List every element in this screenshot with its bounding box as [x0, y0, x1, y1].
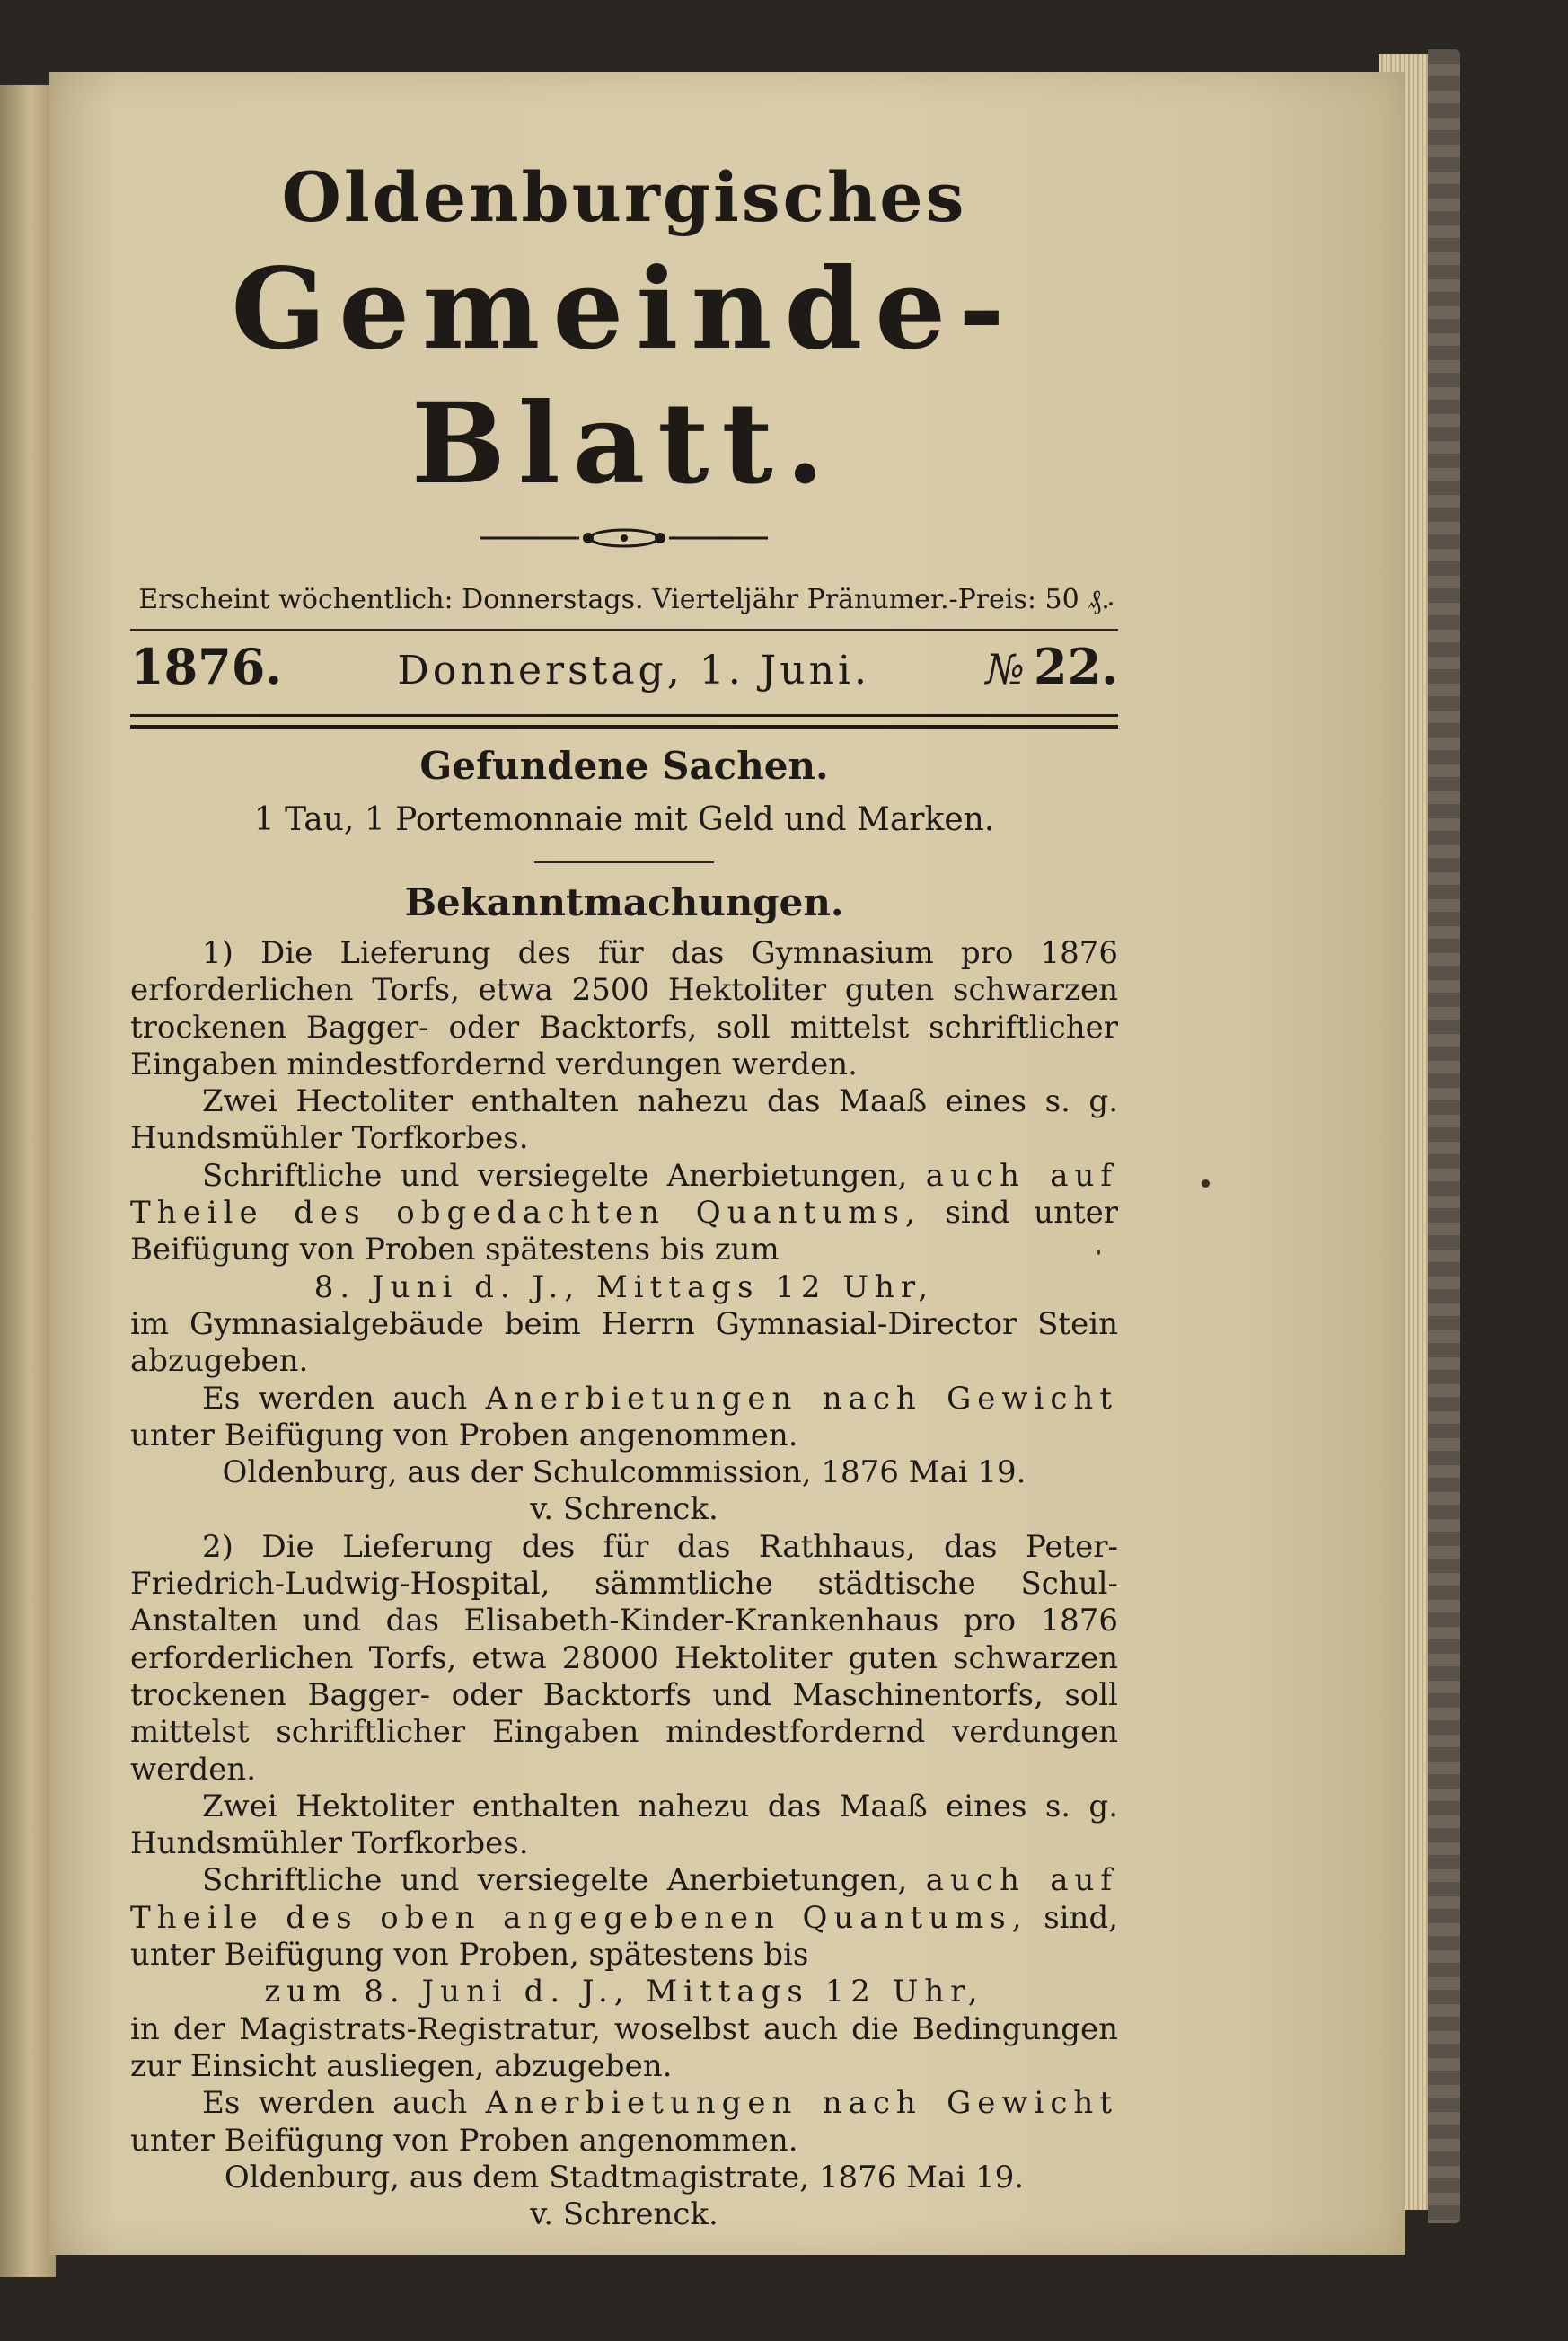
announcements-heading: Bekanntmachungen.	[404, 880, 844, 924]
announcement-2-place-date: Oldenburg, aus dem Stadtmagistrate, 1876 Mai 19.	[224, 2159, 1025, 2195]
book-cover-edge	[1428, 49, 1460, 2223]
announcements-section	[130, 870, 1118, 2233]
announcement-2-paragraph-4: in der Magistrats-Registratur, woselbst auch die Bedingungen zur Einsicht ausliegen, abzugeben.	[130, 2010, 1118, 2084]
announcement-1-paragraph-5-b: Anerbietungen nach Gewicht	[485, 1380, 1118, 1417]
announcement-1-deadline: 8. Juni d. J., Mittags 12 Uhr,	[313, 1268, 935, 1305]
page-content	[130, 153, 1118, 2233]
announcement-1	[130, 935, 1118, 1529]
announcement-2-paragraph-3	[130, 1862, 1118, 1974]
announcement-2-signature: v. Schrenck.	[530, 2196, 718, 2233]
announcement-1-signature: v. Schrenck.	[530, 1491, 718, 1528]
announcement-1-place-date: Oldenburg, aus der Schulcommission, 1876 Mai 19.	[222, 1454, 1026, 1491]
announcement-1-paragraph-3-c: sind unter Beifügung von Proben spätestens bis zum	[130, 1195, 1118, 1268]
announcement-1-paragraph-4: im Gymnasialgebäude beim Herrn Gymnasial-Director Stein abzugeben.	[130, 1305, 1118, 1380]
announcement-2-paragraph-3-b: auch auf Theile des oben angegebenen Quantums,	[130, 1862, 1118, 1936]
issue-year: 1876.	[130, 638, 283, 695]
masthead-title-main: Gemeinde-Blatt.	[231, 244, 1017, 509]
found-items-text: 1 Tau, 1 Portemonnaie mit Geld und Marken.	[253, 801, 995, 838]
announcement-1-paragraph-5-c: unter Beifügung von Proben angenommen.	[130, 1417, 798, 1453]
issue-date: Donnerstag, 1. Juni.	[397, 648, 871, 693]
issue-number-prefix: №	[985, 645, 1026, 693]
announcement-1-paragraph-3-b: auch auf Theile des obgedachten Quantums,	[130, 1157, 1118, 1232]
announcement-2-paragraph-5	[130, 2085, 1118, 2160]
issue-number: 22.	[1034, 638, 1118, 695]
announcement-2-paragraph-1: 2) Die Lieferung des für das Rathhaus, das Peter-Friedrich-Ludwig-Hospital, sämmtliche städtische Schul-Anstalten und das Elisabeth-Kinder-Krankenhaus pro 1876 erforderlichen Torfs, etwa 28000 Hektoliter guten schwarzen trockenen Bagger- oder Backtorfs und Maschinentorfs, soll mittelst schriftlicher Eingaben mindestfordernd verdungen werden.	[130, 1528, 1118, 1788]
announcement-2-paragraph-3-a: Schriftliche und versiegelte Anerbietungen,	[202, 1862, 908, 1899]
issue-dateline	[130, 629, 1118, 700]
announcement-1-paragraph-1: 1) Die Lieferung des für das Gymnasium pro 1876 erforderlichen Torfs, etwa 2500 Hektoliter guten schwarzen trockenen Bagger- oder Backtorfs, soll mittelst schriftlicher Eingaben mindestfordernd verdungen werden.	[130, 935, 1118, 1082]
found-items-section	[130, 734, 1118, 842]
subscription-info: Erscheint wöchentlich: Donnerstags. Vierteljähr Pränumer.-Preis: 50 ₰.	[138, 584, 1110, 615]
announcement-1-paragraph-3-a: Schriftliche und versiegelte Anerbietungen,	[202, 1157, 908, 1194]
announcement-1-paragraph-2: Zwei Hectoliter enthalten nahezu das Maaß eines s. g. Hundsmühler Torfkorbes.	[130, 1083, 1118, 1157]
announcement-2-paragraph-5-c: unter Beifügung von Proben angenommen.	[130, 2122, 798, 2159]
announcement-1-paragraph-3	[130, 1158, 1118, 1269]
found-items-heading: Gefundene Sachen.	[419, 744, 829, 788]
masthead-double-rule	[130, 714, 1118, 729]
announcement-1-paragraph-5-a: Es werden auch	[202, 1380, 468, 1417]
announcement-2-paragraph-5-a: Es werden auch	[202, 2085, 468, 2122]
left-page-edge	[0, 85, 56, 2277]
announcement-2-paragraph-3-c: sind, unter Beifügung von Proben, spätestens bis	[130, 1899, 1119, 1974]
announcement-2-deadline: zum 8. Juni d. J., Mittags 12 Uhr,	[264, 1974, 984, 2010]
issue-number-group	[986, 638, 1118, 700]
masthead	[130, 153, 1118, 729]
masthead-title-top: Oldenburgisches	[281, 157, 967, 237]
announcement-1-paragraph-5	[130, 1381, 1118, 1455]
announcement-2	[130, 1529, 1118, 2234]
ornament-divider-icon	[480, 525, 768, 552]
section-divider	[534, 861, 714, 863]
announcement-2-paragraph-2: Zwei Hektoliter enthalten nahezu das Maaß eines s. g. Hundsmühler Torfkorbes.	[130, 1788, 1118, 1862]
announcement-2-paragraph-5-b: Anerbietungen nach Gewicht	[485, 2085, 1118, 2122]
